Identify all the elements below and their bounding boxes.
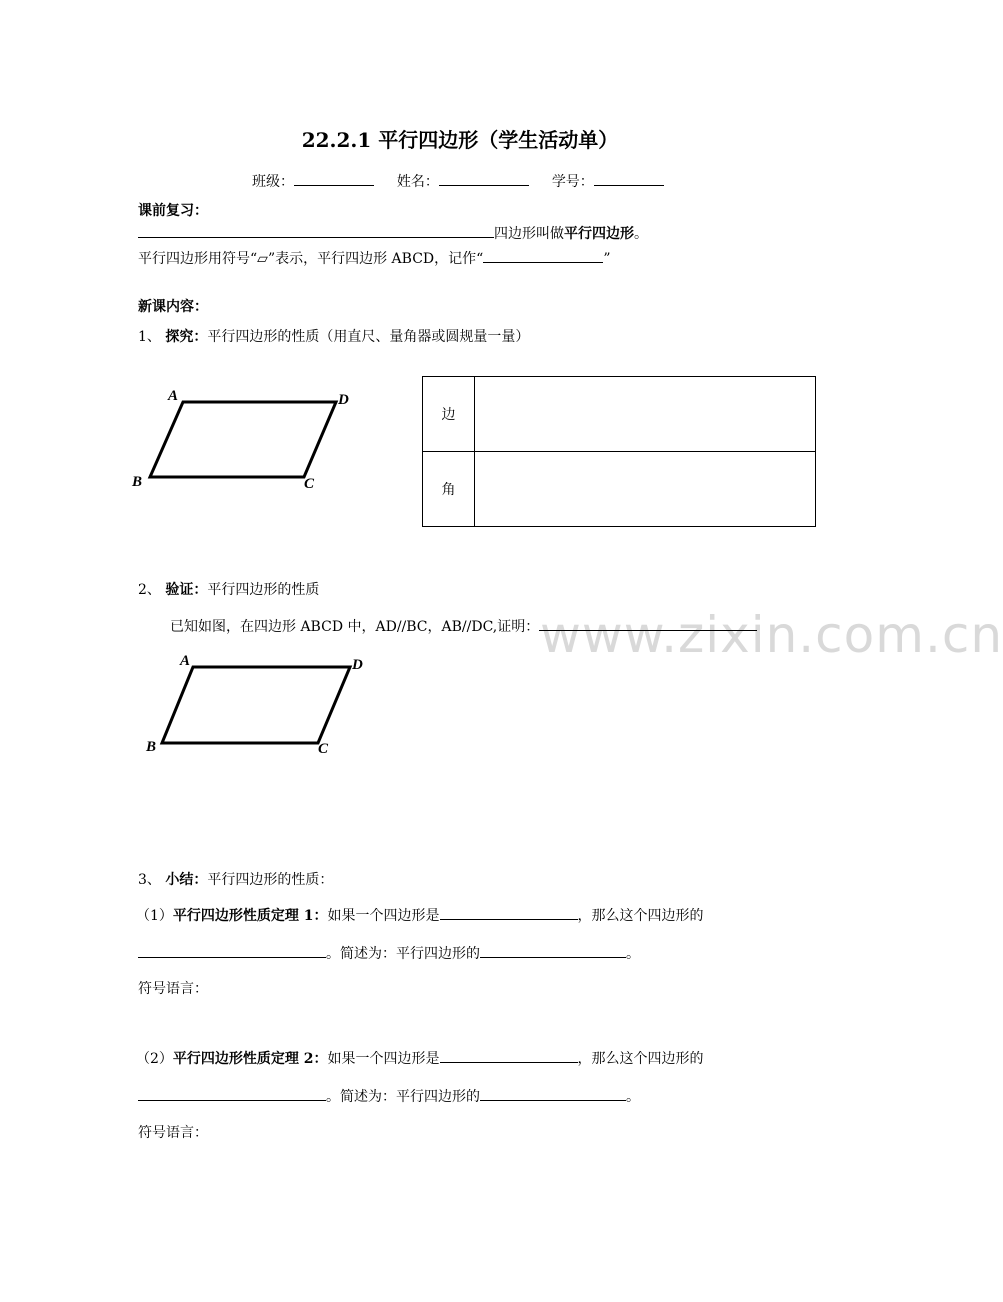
- table-row-label: 边: [423, 377, 475, 452]
- theorem-1-symbol-label: 符号语言：: [138, 981, 208, 997]
- theorem-1-condition-blank[interactable]: [440, 904, 578, 920]
- theorem-1-name: 平行四边形性质定理 1：: [172, 908, 328, 924]
- parallelogram-figure-2: [0, 0, 380, 770]
- theorem-2-symbol-label: 符号语言：: [138, 1125, 208, 1141]
- definition-term: 平行四边形: [564, 226, 634, 242]
- theorem-2-line-2: 。简述为：平行四边形的 。: [138, 1085, 640, 1106]
- theorem-2-name: 平行四边形性质定理 2：: [172, 1051, 328, 1067]
- watermark: www.zixin.com.cn: [540, 606, 1003, 664]
- theorem-2-brief-blank[interactable]: [480, 1085, 626, 1101]
- theorem-1-brief-blank[interactable]: [480, 942, 626, 958]
- notation-blank[interactable]: [483, 247, 603, 263]
- parallelogram-symbol: ▱: [257, 251, 268, 267]
- theorem-2-line-1: （2）平行四边形性质定理 2：如果一个四边形是 ，那么这个四边形的: [136, 1047, 704, 1068]
- theorem-2-condition-blank[interactable]: [440, 1047, 578, 1063]
- section3-line: 3、 小结：平行四边形的性质：: [138, 872, 334, 888]
- table-row: [423, 377, 816, 452]
- parallelogram-shape: [162, 667, 350, 743]
- page-title: 22.2.1 平行四边形（学生活动单）: [301, 128, 619, 152]
- vertex-label-c: C: [304, 476, 315, 492]
- vertex-label-d: D: [338, 392, 349, 408]
- name-field[interactable]: [439, 170, 529, 186]
- section2-line: 2、 验证：平行四边形的性质: [138, 582, 320, 598]
- theorem-1-line-1: （1）平行四边形性质定理 1：如果一个四边形是 ，那么这个四边形的: [136, 904, 704, 925]
- review-heading: 课前复习：: [138, 203, 208, 219]
- table-row-label: 角: [423, 452, 475, 527]
- proof-blank[interactable]: [539, 615, 757, 631]
- review-symbol-line: 平行四边形用符号“▱”表示，平行四边形 ABCD，记作“ ”: [138, 247, 610, 268]
- vertex-label-b: B: [146, 739, 157, 755]
- theorem-1-conclusion-blank[interactable]: [138, 942, 326, 958]
- number-field[interactable]: [594, 170, 664, 186]
- section2-given: 已知如图，在四边形 ABCD 中，AD//BC，AB//DC,证明：: [170, 615, 757, 636]
- review-definition: 四边形叫做平行四边形。: [138, 222, 648, 243]
- name-label: 姓名：: [396, 174, 439, 190]
- class-label: 班级：: [252, 174, 294, 190]
- vertex-label-a: A: [168, 388, 179, 404]
- vertex-label-b: B: [132, 474, 143, 490]
- vertex-label-c: C: [318, 741, 329, 757]
- vertex-label-d: D: [352, 657, 363, 673]
- theorem-1-line-2: 。简述为：平行四边形的 。: [138, 942, 640, 963]
- table-row: [423, 452, 816, 527]
- vertex-label-a: A: [180, 653, 191, 669]
- number-label: 学号：: [551, 174, 594, 190]
- properties-table: [422, 376, 816, 527]
- sides-answer-cell[interactable]: [475, 377, 816, 452]
- angles-answer-cell[interactable]: [475, 452, 816, 527]
- theorem-2-conclusion-blank[interactable]: [138, 1085, 326, 1101]
- section1-line: 1、 探究：平行四边形的性质（用直尺、量角器或圆规量一量）: [138, 329, 530, 345]
- new-lesson-heading: 新课内容：: [138, 299, 208, 315]
